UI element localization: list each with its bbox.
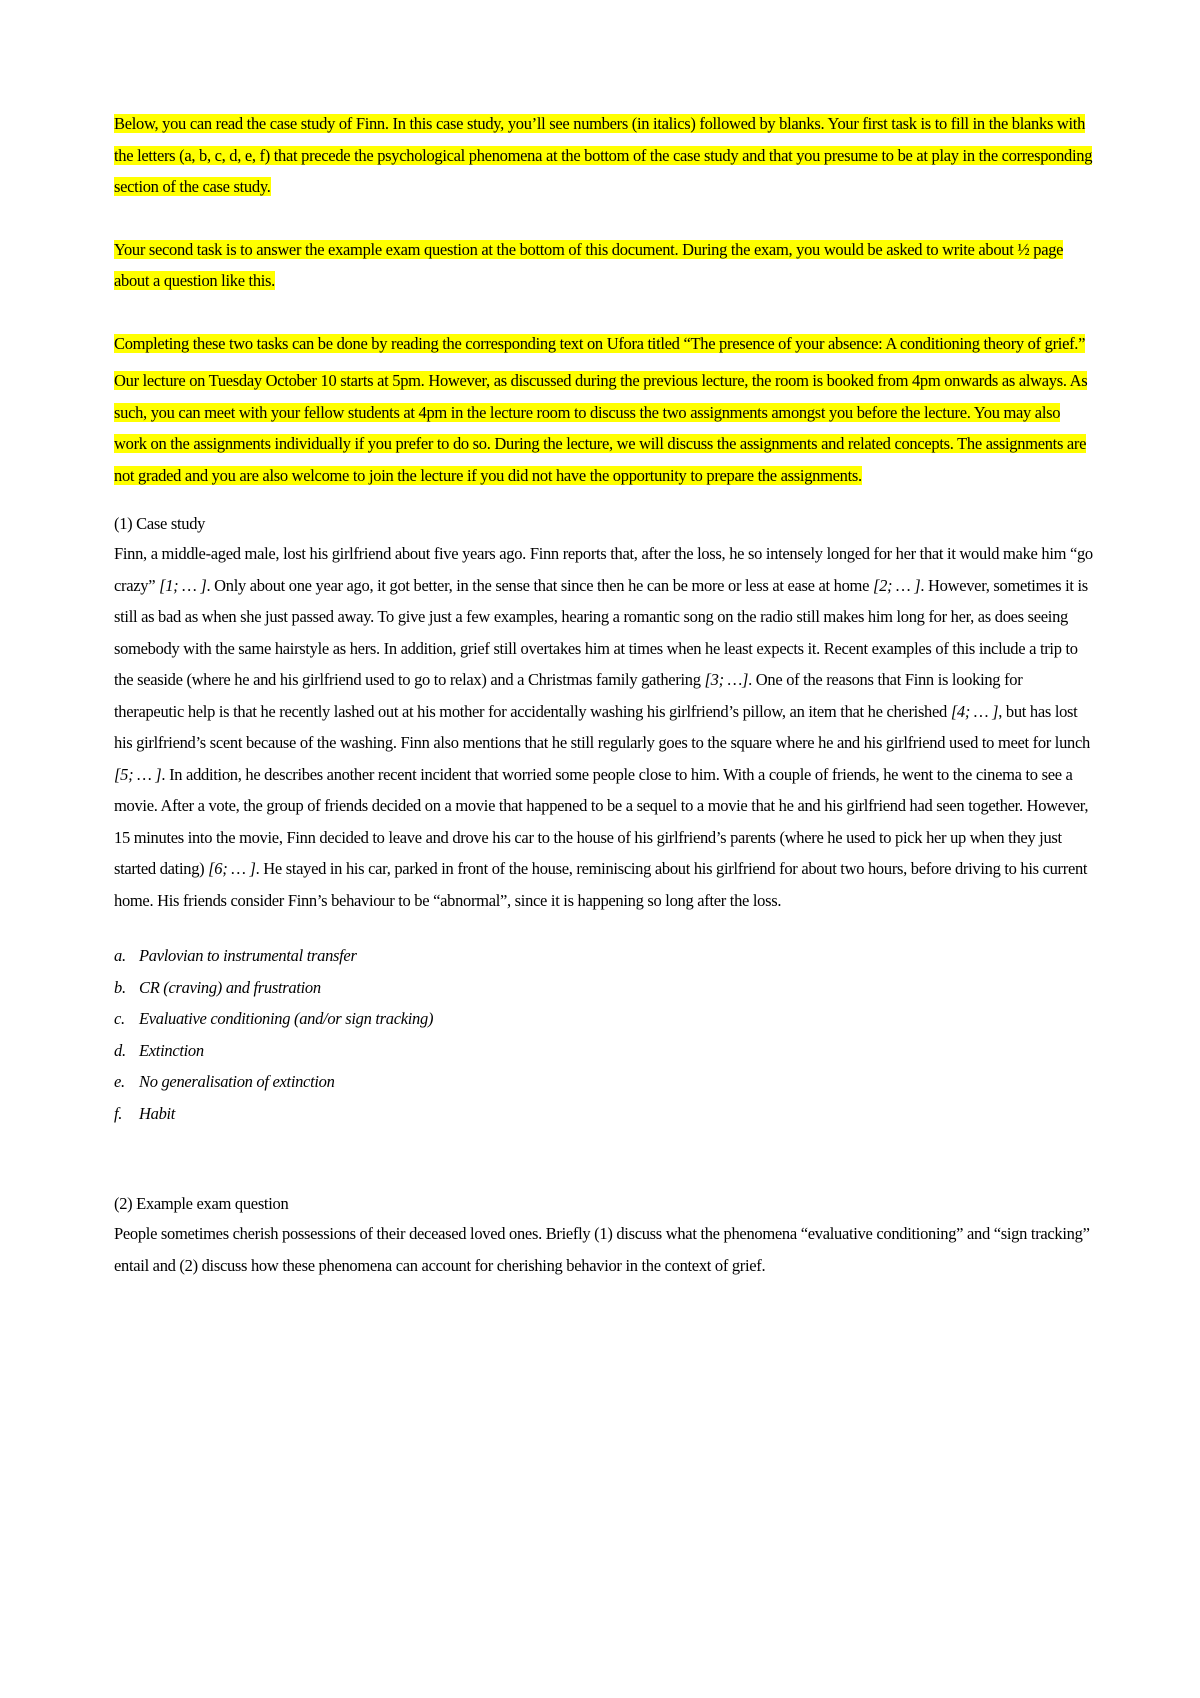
case-text-segment: . However, sometimes it is still as bad as when she just passed away. To give just a few examples, hearing a romantic song on the radio still makes him long for her, as does seeing somebody with the same hairstyle as hers. In addition, grief still overtakes him at times when he least expects it. Recent examples of this include a trip to the seaside (where he and his girlfriend used to go to relax) and a Christmas family gathering [114, 575, 1088, 689]
highlighted-text: Your second task is to answer the example exam question at the bottom of this document. During the exam, you would be asked to write about ½ page about a question like this. [114, 239, 1064, 290]
list-item [114, 1003, 1094, 1035]
case-text-segment: , but has lost his girlfriend’s scent because of the washing. Finn also mentions that he still regularly goes to the square where he and his girlfriend used to meet for lunch [114, 701, 1090, 752]
exam-question-text: People sometimes cherish possessions of their deceased loved ones. Briefly (1) discuss what the phenomena “evaluative conditioning” and “sign tracking” entail and (2) discuss how these phenomena can account for cherishing behavior in the context of grief. [114, 1224, 1090, 1275]
list-item [114, 1035, 1094, 1067]
option-letter: e. [114, 1072, 125, 1091]
intro-paragraph-1 [114, 108, 1094, 203]
option-letter: d. [114, 1040, 126, 1060]
blank-3: [3; …] [704, 670, 749, 689]
intro-paragraph-4 [114, 365, 1094, 491]
option-text: No generalisation of extinction [139, 1072, 335, 1091]
list-item [114, 1066, 1094, 1098]
intro-paragraph-2 [114, 234, 1094, 297]
highlighted-text: Below, you can read the case study of Finn. In this case study, you’ll see numbers (in italics) followed by blanks. Your first task is to fill in the blanks with the letters (a, b, c, d, e, f) that precede the psychological phenomena at the bottom of the case study and that you presume to be at play in the corresponding section of the case study. [114, 114, 1093, 196]
highlighted-text: Completing these two tasks can be done by reading the corresponding text on Ufora titled “The presence of your absence: A conditioning theory of grief.” [114, 333, 1086, 353]
blank-6: [6; … ] [208, 859, 256, 878]
case-text-segment: . He stayed in his car, parked in front of the house, reminiscing about his girlfriend for about two hours, before driving to his current home. His friends consider Finn’s behaviour to be “abnormal”, since it is happening so long after the loss. [114, 859, 1088, 910]
option-text: Pavlovian to instrumental transfer [139, 946, 357, 965]
option-text: CR (craving) and frustration [139, 977, 321, 997]
list-item [114, 940, 1094, 972]
option-letter: b. [114, 977, 126, 997]
option-text: Evaluative conditioning (and/or sign tracking) [139, 1009, 434, 1028]
blank-5: [5; … ] [114, 764, 162, 784]
option-letter: c. [114, 1009, 125, 1028]
case-text-segment: . In addition, he describes another recent incident that worried some people close to him. With a couple of friends, he went to the cinema to see a movie. After a vote, the group of friends decided on a movie that happened to be a sequel to a movie that he and his girlfriend had seen together. However, 15 minutes into the movie, Finn decided to leave and drove his car to the house of his girlfriend’s parents (where he used to pick her up when they just started dating) [114, 764, 1089, 878]
document-page [114, 108, 1094, 1281]
intro-paragraph-3 [114, 328, 1094, 360]
list-item [114, 972, 1094, 1004]
case-study-text [114, 538, 1094, 916]
case-text-segment: . One of the reasons that Finn is looking for therapeutic help is that he recently lashed out at his mother for accidentally washing his girlfriend’s pillow, an item that he cherished [114, 670, 1023, 721]
blank-2: [2; … ] [872, 575, 921, 595]
highlighted-text: Our lecture on Tuesday October 10 starts at 5pm. However, as discussed during the previous lecture, the room is booked from 4pm onwards as always. As such, you can meet with your fellow students at 4pm in the lecture room to discuss the two assignments amongst you before the lecture. You may also work on the assignments individually if you prefer to do so. During the lecture, we will discuss the assignments and related concepts. The assignments are not graded and you are also welcome to join the lecture if you did not have the opportunity to prepare the assignments. [114, 371, 1088, 485]
case-study-title: (1) Case study [114, 514, 206, 533]
option-text: Habit [139, 1103, 176, 1123]
case-text-segment: . Only about one year ago, it got better, in the sense that since then he can be more or less at ease at home [206, 575, 873, 595]
option-letter: a. [114, 946, 126, 965]
option-text: Extinction [139, 1040, 204, 1060]
phenomena-list [114, 940, 1094, 1129]
exam-question-title: (2) Example exam question [114, 1194, 289, 1213]
blank-4: [4; … ] [950, 701, 999, 721]
option-letter: f. [114, 1103, 123, 1123]
list-item [114, 1098, 1094, 1130]
case-text-segment: Finn, a middle-aged male, lost his girlfriend about five years ago. Finn reports that, after the loss, he so intensely longed for her that it would make him “go crazy” [114, 544, 1093, 595]
blank-1: [1; … ] [159, 575, 207, 595]
